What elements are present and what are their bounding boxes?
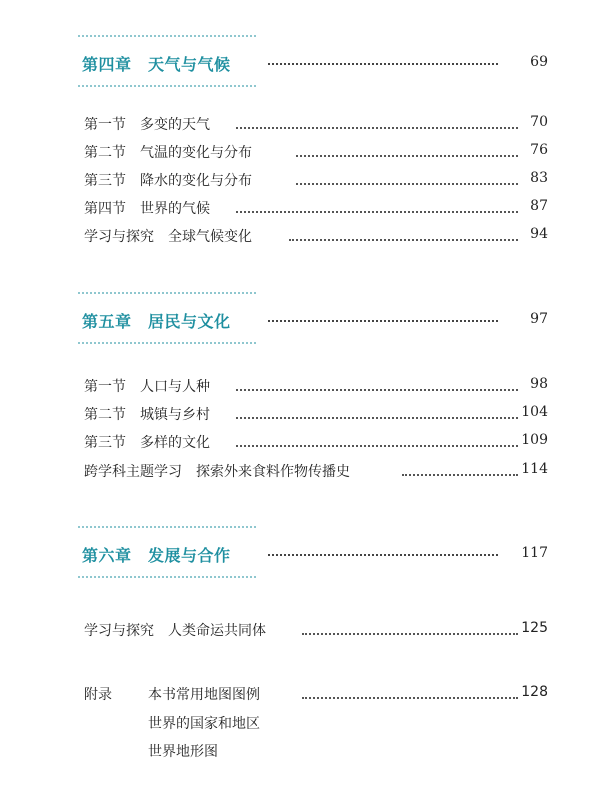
chapter-title: 第六章 发展与合作 [82,546,231,565]
entry-label: 第一节 多变的天气 [84,114,210,134]
chapter-divider-top [78,35,256,37]
page-number: 94 [530,226,548,242]
toc-entry[interactable] [84,461,548,481]
entry-label: 学习与探究 全球气候变化 [84,226,252,246]
toc-entry[interactable] [84,198,548,218]
dot-leader [296,183,518,185]
toc-entry[interactable] [84,432,548,452]
dot-leader [268,63,498,65]
entry-label: 第三节 降水的变化与分布 [84,170,252,190]
appendix-item[interactable]: 世界的国家和地区 [148,716,260,732]
page-number: 87 [530,198,548,214]
dot-leader [296,155,518,157]
entry-label: 第一节 人口与人种 [84,376,210,396]
dot-leader [268,320,498,322]
chapter-title: 第五章 居民与文化 [82,312,231,331]
appendix-item[interactable]: 本书常用地图图例 [148,684,266,704]
chapter-heading-5[interactable] [78,309,548,331]
toc-entry[interactable] [84,142,548,162]
toc-entry[interactable] [84,404,548,424]
page-number: 128 [521,684,548,700]
page-number: 83 [530,170,548,186]
page-number: 117 [521,545,548,561]
page-number: 70 [530,114,548,130]
chapter-title: 第四章 天气与气候 [82,55,231,74]
chapter-divider-bottom [78,342,256,344]
toc-entry[interactable] [84,376,548,396]
page-number: 98 [530,376,548,392]
chapter-heading-6[interactable] [78,543,548,565]
chapter-divider-bottom [78,85,256,87]
entry-label: 第四节 世界的气候 [84,198,210,218]
entry-label: 第二节 气温的变化与分布 [84,142,252,162]
page-number: 76 [530,142,548,158]
appendix-label: 附录 [84,684,112,704]
toc-entry[interactable] [84,170,548,190]
entry-label: 第二节 城镇与乡村 [84,404,210,424]
dot-leader [236,445,518,447]
appendix-item[interactable]: 世界地形图 [148,744,218,760]
dot-leader [236,127,518,129]
dot-leader [302,633,518,635]
page-number: 109 [521,432,548,448]
page-number: 97 [530,311,548,327]
toc-entry[interactable] [84,620,548,640]
dot-leader [236,389,518,391]
dot-leader [236,211,518,213]
dot-leader [268,554,498,556]
chapter-divider-top [78,526,256,528]
page-number: 104 [521,404,548,420]
dot-leader [236,417,518,419]
entry-label: 跨学科主题学习 探索外来食料作物传播史 [84,461,350,481]
entry-label: 学习与探究 人类命运共同体 [84,620,266,640]
page-number: 69 [530,54,548,70]
dot-leader [402,474,518,476]
chapter-divider-bottom [78,576,256,578]
toc-entry[interactable] [84,226,548,246]
page-number: 114 [521,461,548,477]
page-number: 125 [521,620,548,636]
chapter-divider-top [78,292,256,294]
dot-leader [289,239,518,241]
chapter-heading-4[interactable] [78,52,548,74]
dot-leader [302,697,518,699]
entry-label: 第三节 多样的文化 [84,432,210,452]
toc-entry[interactable] [84,114,548,134]
